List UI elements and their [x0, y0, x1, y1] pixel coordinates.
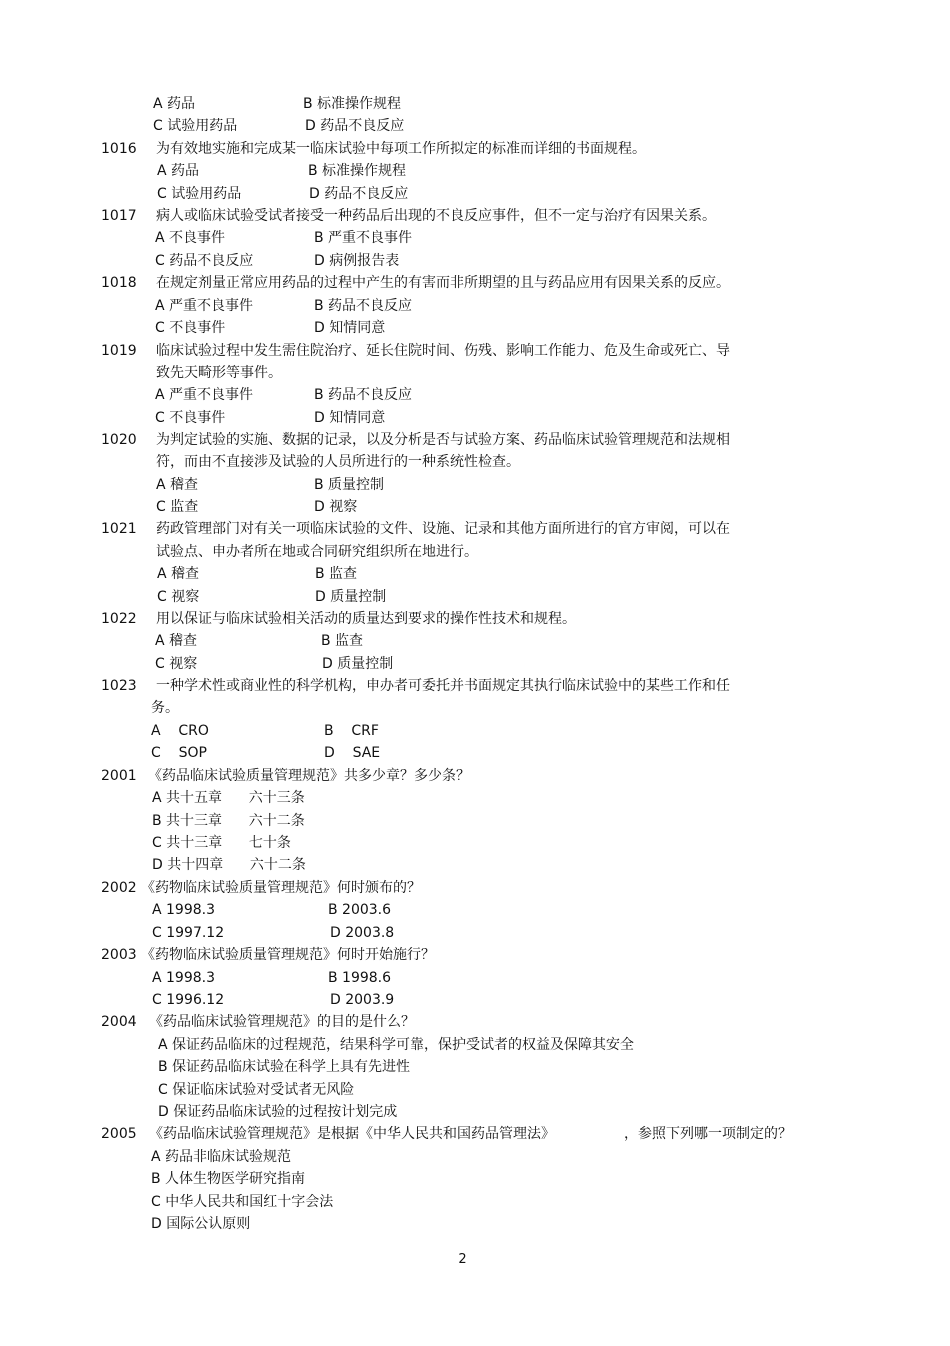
- question-stem-continued: 致先天畸形等事件。: [156, 365, 282, 381]
- question-stem: 一种学术性或商业性的科学机构，申办者可委托并书面规定其执行临床试验中的某些工作和任: [156, 678, 730, 694]
- question-stem-continued: ，参照下列哪一项制定的？: [624, 1126, 792, 1142]
- option-a: A 稽查: [157, 566, 200, 582]
- option-a: A 稽查: [155, 633, 198, 649]
- option-d: D 质量控制: [315, 589, 387, 605]
- option-c: C 药品不良反应: [155, 253, 254, 269]
- page-number: 2: [458, 1252, 467, 1267]
- option-c: C 1996.12: [152, 992, 225, 1008]
- option-a: A 1998.3: [152, 902, 216, 918]
- question-stem: 《药品临床试验管理规范》的目的是什么？: [149, 1014, 415, 1030]
- option-b: B 药品不良反应: [314, 387, 413, 403]
- option-c: C 视察: [157, 589, 200, 605]
- option-b: B CRF: [324, 723, 379, 739]
- question-number: 2003: [101, 947, 137, 963]
- question-stem: 病人或临床试验受试者接受一种药品后出现的不良反应事件，但不一定与治疗有因果关系。: [156, 208, 716, 224]
- option-b: B 严重不良事件: [314, 230, 413, 246]
- option-b: B 监查: [321, 633, 364, 649]
- option-b: B 1998.6: [328, 970, 392, 986]
- question-number: 2002: [101, 880, 137, 896]
- option-c: C 试验用药品: [157, 186, 242, 202]
- option-d: D 2003.8: [330, 925, 395, 941]
- option-b: B 药品不良反应: [314, 298, 413, 314]
- option-c: C 中华人民共和国红十字会法: [151, 1194, 334, 1210]
- question-stem: 《药品临床试验管理规范》是根据《中华人民共和国药品管理法》: [149, 1126, 555, 1142]
- option-b: B 监查: [315, 566, 358, 582]
- option-a: A 1998.3: [152, 970, 216, 986]
- question-number: 2001: [101, 768, 137, 784]
- question-number: 1017: [101, 208, 137, 224]
- option-c: C 不良事件: [155, 410, 226, 426]
- option-a: A 稽查: [156, 477, 199, 493]
- option-a: A 保证药品临床的过程规范，结果科学可靠，保护受试者的权益及保障其安全: [158, 1037, 635, 1053]
- question-number: 1016: [101, 141, 137, 157]
- question-stem: 《药品临床试验质量管理规范》共多少章？多少条？: [148, 768, 470, 784]
- option-d: D 病例报告表: [314, 253, 400, 269]
- question-number: 2005: [101, 1126, 137, 1142]
- question-stem: 为判定试验的实施、数据的记录，以及分析是否与试验方案、药品临床试验管理规范和法规相: [156, 432, 730, 448]
- option-b: B 标准操作规程: [303, 96, 402, 112]
- option-a: A 严重不良事件: [155, 298, 254, 314]
- question-stem: 《药物临床试验质量管理规范》何时开始施行？: [141, 947, 435, 963]
- option-b: B 2003.6: [328, 902, 392, 918]
- question-stem: 药政管理部门对有关一项临床试验的文件、设施、记录和其他方面所进行的官方审阅，可以在: [156, 521, 730, 537]
- question-number: 2004: [101, 1014, 137, 1030]
- question-number: 1023: [101, 678, 137, 694]
- question-number: 1020: [101, 432, 137, 448]
- option-d: D 药品不良反应: [305, 118, 405, 134]
- question-stem-continued: 试验点、申办者所在地或合同研究组织所在地进行。: [156, 544, 478, 560]
- question-stem: 为有效地实施和完成某一临床试验中每项工作所拟定的标准而详细的书面规程。: [156, 141, 646, 157]
- option-b: B 标准操作规程: [308, 163, 407, 179]
- option-a: A 严重不良事件: [155, 387, 254, 403]
- question-number: 1021: [101, 521, 137, 537]
- option-c: C 保证临床试验对受试者无风险: [158, 1082, 355, 1098]
- option-d: D 质量控制: [322, 656, 394, 672]
- option-d: D 保证药品临床试验的过程按计划完成: [158, 1104, 398, 1120]
- option-a: A 药品: [157, 163, 200, 179]
- option-b: B 保证药品临床试验在科学上具有先进性: [158, 1059, 411, 1075]
- question-stem-continued: 务。: [151, 700, 179, 716]
- option-d: D 知情同意: [314, 320, 386, 336]
- option-a: A 药品: [153, 96, 196, 112]
- question-stem-continued: 符，而由不直接涉及试验的人员所进行的一种系统性检查。: [156, 454, 520, 470]
- option-c: C 试验用药品: [153, 118, 238, 134]
- option-b: B 人体生物医学研究指南: [151, 1171, 306, 1187]
- option-d: D 共十四章 六十二条: [152, 857, 306, 873]
- option-c: C 不良事件: [155, 320, 226, 336]
- question-stem: 用以保证与临床试验相关活动的质量达到要求的操作性技术和规程。: [156, 611, 576, 627]
- option-a: A CRO: [151, 723, 209, 739]
- option-c: C 视察: [155, 656, 198, 672]
- option-b: B 质量控制: [314, 477, 385, 493]
- option-a: A 共十五章 六十三条: [152, 790, 305, 806]
- option-c: C 1997.12: [152, 925, 225, 941]
- question-stem: 《药物临床试验质量管理规范》何时颁布的？: [141, 880, 421, 896]
- option-d: D 视察: [314, 499, 358, 515]
- question-stem: 临床试验过程中发生需住院治疗、延长住院时间、伤残、影响工作能力、危及生命或死亡、导: [156, 343, 730, 359]
- option-a: A 不良事件: [155, 230, 226, 246]
- option-d: D SAE: [324, 745, 381, 761]
- question-number: 1018: [101, 275, 137, 291]
- question-number: 1019: [101, 343, 137, 359]
- option-b: B 共十三章 六十二条: [152, 813, 305, 829]
- option-c: C SOP: [151, 745, 207, 761]
- option-d: D 药品不良反应: [309, 186, 409, 202]
- option-d: D 知情同意: [314, 410, 386, 426]
- option-a: A 药品非临床试验规范: [151, 1149, 292, 1165]
- option-d: D 2003.9: [330, 992, 395, 1008]
- option-c: C 共十三章 七十条: [152, 835, 291, 851]
- option-c: C 监查: [156, 499, 199, 515]
- question-number: 1022: [101, 611, 137, 627]
- question-stem: 在规定剂量正常应用药品的过程中产生的有害而非所期望的且与药品应用有因果关系的反应。: [156, 275, 730, 291]
- option-d: D 国际公认原则: [151, 1216, 251, 1232]
